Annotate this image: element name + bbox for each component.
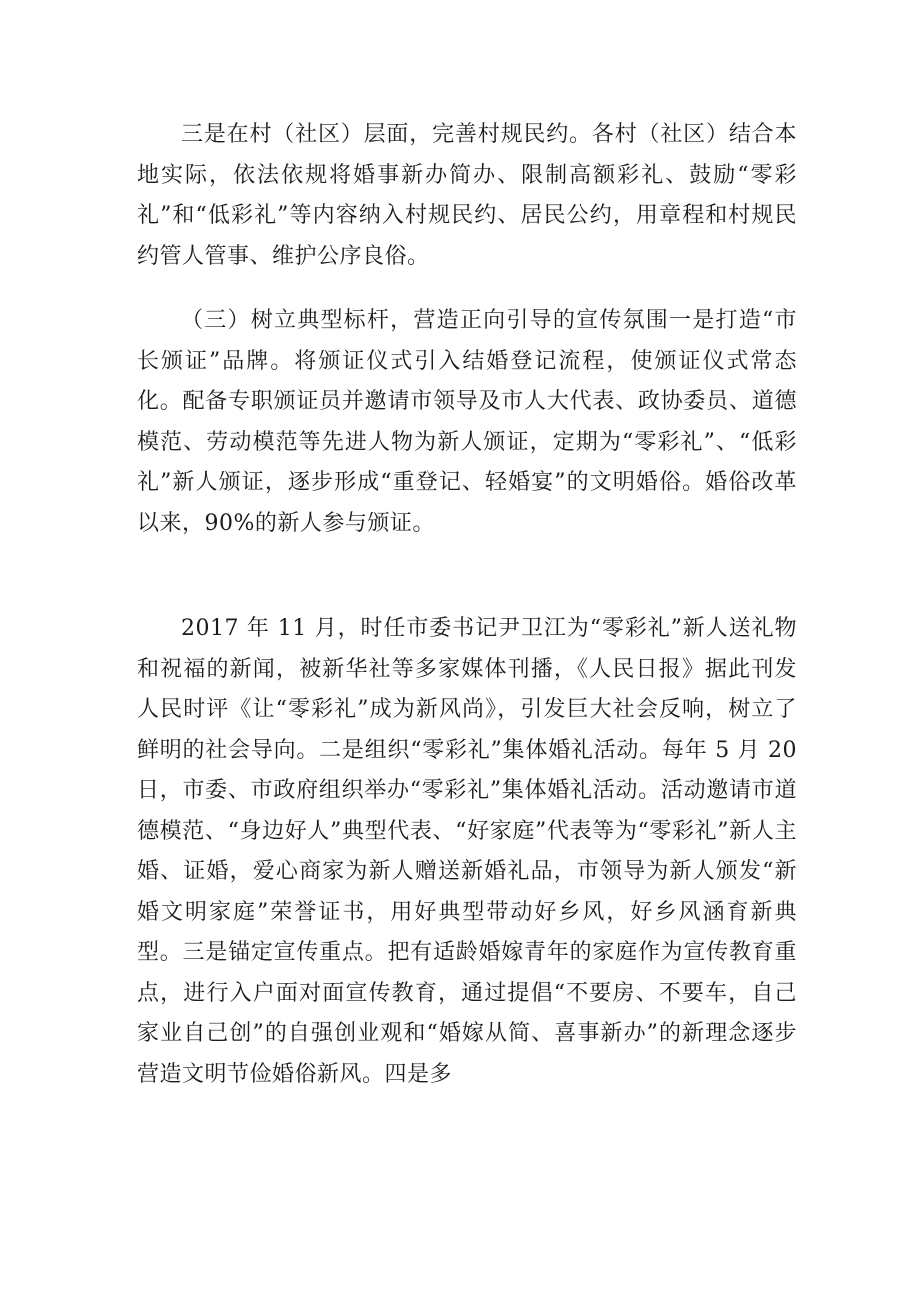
paragraph-news-and-weddings: 2017 年 11 月，时任市委书记尹卫江为“零彩礼”新人送礼物和祝福的新闻，被新华社等多家媒体刊播，《人民日报》据此刊发人民时评《让“零彩礼”成为新风尚》，引发巨大社会反响，树立了鲜明的社会导向。二是组织“零彩礼”集体婚礼活动。每年 5 月 20 日，市委、市政府组织举办“零彩礼”集体婚礼活动。活动邀请市道德模范、“身边好人”典型代表、“好家庭”代表等为“零彩礼”新人主婚、证婚，爱心商家为新人赠送新婚礼品，市领导为新人颁发“新婚文明家庭”荣誉证书，用好典型带动好乡风，好乡风涵育新典型。三是锚定宣传重点。把有适龄婚嫁青年的家庭作为宣传教育重点，进行入户面对面宣传教育，通过提倡“不要房、不要车，自己家业自己创”的自强创业观和“婚嫁从简、喜事新办”的新理念逐步营造文明节俭婚俗新风。四是多: [137, 616, 797, 1087]
paragraph-typical-models: （三）树立典型标杆，营造正向引导的宣传氛围一是打造“市长颁证”品牌。将颁证仪式引入结婚登记流程，使颁证仪式常态化。配备专职颁证员并邀请市领导及市人大代表、政协委员、道德模范、劳动模范等先进人物为新人颁证，定期为“零彩礼”、“低彩礼”新人颁证，逐步形成“重登记、轻婚宴”的文明婚俗。婚俗改革以来，90%的新人参与颁证。: [137, 308, 797, 536]
paragraph-village-rules: 三是在村（社区）层面，完善村规民约。各村（社区）结合本地实际，依法依规将婚事新办简办、限制高额彩礼、鼓励“零彩礼”和“低彩礼”等内容纳入村规民约、居民公约，用章程和村规民约管人管事、维护公序良俗。: [137, 122, 797, 269]
